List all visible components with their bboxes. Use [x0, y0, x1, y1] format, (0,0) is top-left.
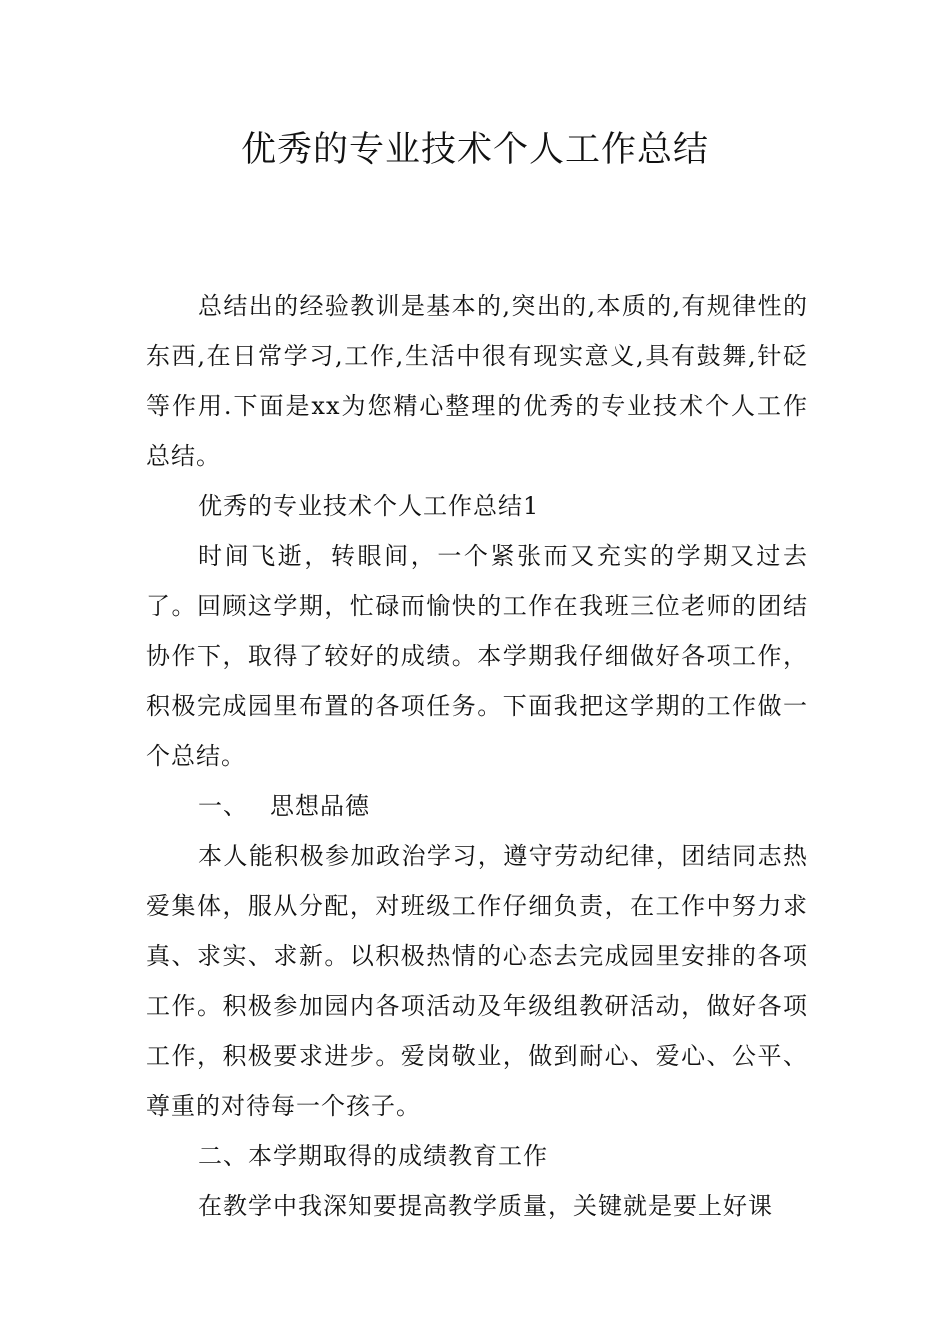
moral-paragraph: 本人能积极参加政治学习，遵守劳动纪律，团结同志热爱集体，服从分配，对班级工作仔细负责，在工作中努力求真、求实、求新。以积极热情的心态去完成园里安排的各项工作。积极参加园内各项活动及年级组教研活动，做好各项工作，积极要求进步。爱岗敬业，做到耐心、爱心、公平、尊重的对待每一个孩子。 [146, 842, 808, 1120]
document-body [146, 281, 808, 1231]
section-heading-summary-1: 优秀的专业技术个人工作总结1 [198, 492, 540, 520]
section-heading-moral [146, 781, 808, 831]
section-title: 思想品德 [270, 792, 370, 820]
intro-paragraph: 总结出的经验教训是基本的,突出的,本质的,有规律性的东西,在日常学习,工作,生活中很有现实意义,具有鼓舞,针砭等作用.下面是xx为您精心整理的优秀的专业技术个人工作总结。 [146, 292, 808, 470]
section-number: 一、 [198, 792, 248, 820]
document-title: 优秀的专业技术个人工作总结 [240, 130, 709, 170]
section-heading-achievements: 二、本学期取得的成绩教育工作 [198, 1142, 548, 1170]
teaching-paragraph: 在教学中我深知要提高教学质量，关键就是要上好课 [198, 1192, 773, 1220]
summary-paragraph: 时间飞逝，转眼间，一个紧张而又充实的学期又过去了。回顾这学期，忙碌而愉快的工作在我班三位老师的团结协作下，取得了较好的成绩。本学期我仔细做好各项工作，积极完成园里布置的各项任务。下面我把这学期的工作做一个总结。 [146, 542, 808, 770]
